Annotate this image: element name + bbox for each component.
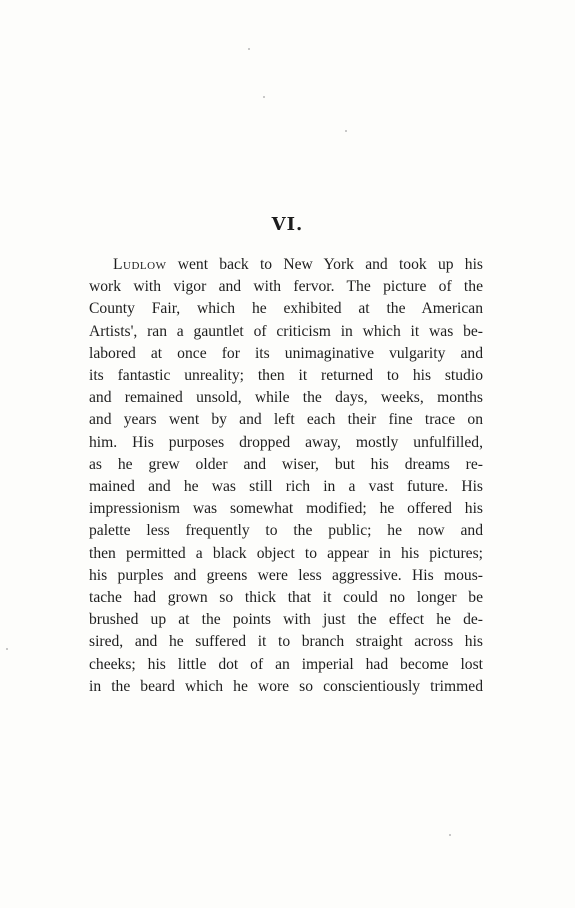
text-line: him. His purposes dropped away, mostly unfulfilled, — [89, 433, 483, 451]
paper-speck — [248, 48, 250, 50]
text-line: cheeks; his little dot of an imperial had become lost — [89, 655, 483, 673]
text-line: and remained unsold, while the days, weeks, months — [89, 389, 483, 407]
text-line: County Fair, which he exhibited at the American — [89, 300, 483, 318]
opening-word: Ludlow — [113, 256, 167, 273]
first-line-rest: went back to New York and took up his — [166, 256, 483, 273]
text-line: sired, and he suffered it to branch straight across his — [89, 633, 483, 651]
paper-speck — [263, 96, 265, 98]
text-line-last: in the beard which he wore so conscientiously trimmed — [89, 677, 483, 695]
chapter-heading: VI. — [271, 214, 304, 235]
text-line: impressionism was somewhat modified; he offered his — [89, 500, 483, 518]
paper-speck — [345, 130, 347, 132]
text-line: as he grew older and wiser, but his dreams re- — [89, 455, 483, 473]
paper-speck — [6, 648, 8, 650]
text-line: palette less frequently to the public; he now and — [89, 522, 483, 540]
text-line: mained and he was still rich in a vast future. His — [89, 478, 483, 496]
paper-speck — [449, 834, 451, 836]
text-line: work with vigor and with fervor. The picture of the — [89, 278, 483, 296]
text-line: tache had grown so thick that it could no longer be — [89, 589, 483, 607]
text-line: labored at once for its unimaginative vulgarity and — [89, 344, 483, 362]
text-line: and years went by and left each their fine trace on — [89, 411, 483, 429]
text-line: then permitted a black object to appear in his pictures; — [89, 544, 483, 562]
chapter-paragraph — [89, 254, 483, 698]
text-line: brushed up at the points with just the effect he de- — [89, 611, 483, 629]
text-line: its fantastic unreality; then it returned to his studio — [89, 367, 483, 385]
text-line-first — [89, 254, 483, 276]
text-line: Artists', ran a gauntlet of criticism in which it was be- — [89, 322, 483, 340]
text-line: his purples and greens were less aggressive. His mous- — [89, 566, 483, 584]
